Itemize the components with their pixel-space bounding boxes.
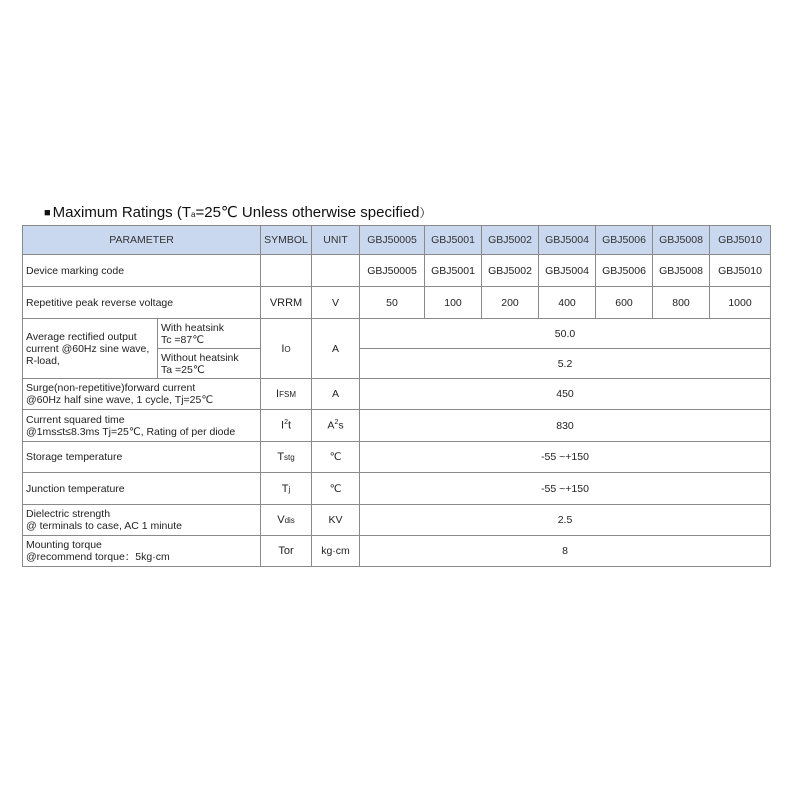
- value-cell: 2.5: [360, 505, 771, 536]
- value-cell: 400: [539, 287, 596, 319]
- param-line: @1ms≤t≤8.3ms Tj=25℃, Rating of per diode: [26, 425, 236, 438]
- condition-cell: [158, 349, 261, 379]
- unit-cell: [312, 410, 360, 442]
- param-cell: [23, 410, 261, 442]
- table-row-i2t: [23, 410, 771, 442]
- symbol-cell: Tor: [261, 536, 312, 567]
- value-cell: -55 ~+150: [360, 473, 771, 505]
- header-row: [23, 226, 771, 255]
- value-cell: GBJ50005: [360, 255, 425, 287]
- value-cell: GBJ5004: [539, 255, 596, 287]
- table-row-tstg: [23, 442, 771, 473]
- header-model: GBJ5002: [482, 226, 539, 255]
- unit-cell: A: [312, 379, 360, 410]
- value-cell: 100: [425, 287, 482, 319]
- condition-line: Without heatsink: [161, 351, 239, 364]
- value-cell: -55 ~+150: [360, 442, 771, 473]
- param-cell: [23, 379, 261, 410]
- symbol-cell: [261, 442, 312, 473]
- value-cell: 5.2: [360, 349, 771, 379]
- symbol-sub: O: [284, 344, 291, 354]
- condition-cell: [158, 319, 261, 349]
- param-cell: Device marking code: [23, 255, 261, 287]
- maximum-ratings-table: [22, 225, 771, 567]
- value-cell: 830: [360, 410, 771, 442]
- value-cell: 50.0: [360, 319, 771, 349]
- symbol-sub: dis: [284, 516, 295, 525]
- param-cell: Repetitive peak reverse voltage: [23, 287, 261, 319]
- table-row-vrrm: [23, 287, 771, 319]
- unit-cell: KV: [312, 505, 360, 536]
- symbol-cell: [261, 379, 312, 410]
- param-line: current @60Hz sine wave,: [26, 342, 150, 355]
- table-row-ifsm: [23, 379, 771, 410]
- param-line: R-load,: [26, 354, 60, 367]
- header-symbol: SYMBOL: [261, 226, 312, 255]
- value-cell: 50: [360, 287, 425, 319]
- param-cell: [23, 536, 261, 567]
- param-line: @60Hz half sine wave, 1 cycle, Tj=25℃: [26, 394, 214, 406]
- title-main: Maximum Ratings (T: [52, 204, 192, 221]
- condition-line: Ta =25℃: [161, 363, 205, 376]
- symbol-main: I: [281, 342, 285, 355]
- param-line: Current squared time: [26, 413, 125, 426]
- value-cell: 8: [360, 536, 771, 567]
- param-line: Mounting torque: [26, 539, 102, 551]
- unit-cell: kg·cm: [312, 536, 360, 567]
- table-row-io-heatsink: [23, 319, 771, 349]
- value-cell: GBJ5002: [482, 255, 539, 287]
- symbol-main: V: [277, 514, 285, 526]
- unit-end: s: [338, 419, 344, 432]
- condition-line: Tc =87℃: [161, 333, 205, 346]
- header-model: GBJ5008: [653, 226, 710, 255]
- symbol-main: T: [277, 451, 285, 463]
- header-model: GBJ50005: [360, 226, 425, 255]
- param-line: @recommend torque：5kg·cm: [26, 551, 170, 563]
- param-line: Surge(non-repetitive)forward current: [26, 382, 196, 394]
- symbol-cell: VRRM: [261, 287, 312, 319]
- condition-line: With heatsink: [161, 321, 225, 334]
- table-row-vdis: [23, 505, 771, 536]
- param-line: Dielectric strength: [26, 508, 111, 520]
- value-cell: 600: [596, 287, 653, 319]
- symbol-sub: FSM: [279, 390, 296, 399]
- symbol-cell: [261, 319, 312, 379]
- value-cell: 450: [360, 379, 771, 410]
- symbol-main: T: [281, 482, 289, 495]
- unit-cell: A: [312, 319, 360, 379]
- symbol-sub: stg: [284, 453, 295, 462]
- param-cell: Junction temperature: [23, 473, 261, 505]
- unit-sup: 2: [334, 419, 339, 427]
- square-bullet-icon: ■: [44, 207, 51, 219]
- header-parameter: PARAMETER: [23, 226, 261, 255]
- table-row-marking: [23, 255, 771, 287]
- title-sub: a: [191, 210, 196, 219]
- unit-cell: ℃: [312, 442, 360, 473]
- symbol-main: I: [276, 388, 280, 400]
- value-cell: 200: [482, 287, 539, 319]
- unit-cell: V: [312, 287, 360, 319]
- symbol-cell: [261, 410, 312, 442]
- value-cell: 800: [653, 287, 710, 319]
- unit-cell: [312, 255, 360, 287]
- value-cell: 1000: [710, 287, 771, 319]
- symbol-end: t: [287, 419, 292, 432]
- unit-main: A: [327, 419, 335, 432]
- param-cell: [23, 505, 261, 536]
- value-cell: GBJ5006: [596, 255, 653, 287]
- header-model: GBJ5006: [596, 226, 653, 255]
- value-cell: GBJ5008: [653, 255, 710, 287]
- param-cell: [23, 319, 158, 379]
- section-title: [44, 203, 432, 221]
- table-row-tj: [23, 473, 771, 505]
- symbol-sub: j: [288, 484, 291, 494]
- header-model: GBJ5010: [710, 226, 771, 255]
- symbol-sup: 2: [284, 419, 288, 427]
- symbol-cell: [261, 255, 312, 287]
- param-line: Average rectified output: [26, 330, 137, 343]
- param-cell: Storage temperature: [23, 442, 261, 473]
- value-cell: GBJ5010: [710, 255, 771, 287]
- table-row-tor: [23, 536, 771, 567]
- value-cell: GBJ5001: [425, 255, 482, 287]
- symbol-cell: [261, 473, 312, 505]
- param-line: @ terminals to case, AC 1 minute: [26, 520, 182, 532]
- header-model: GBJ5001: [425, 226, 482, 255]
- header-model: GBJ5004: [539, 226, 596, 255]
- header-unit: UNIT: [312, 226, 360, 255]
- title-close: ）: [419, 206, 432, 220]
- title-rest: =25℃ Unless otherwise specified: [195, 204, 420, 221]
- symbol-cell: [261, 505, 312, 536]
- symbol-main: I: [281, 419, 285, 432]
- unit-cell: ℃: [312, 473, 360, 505]
